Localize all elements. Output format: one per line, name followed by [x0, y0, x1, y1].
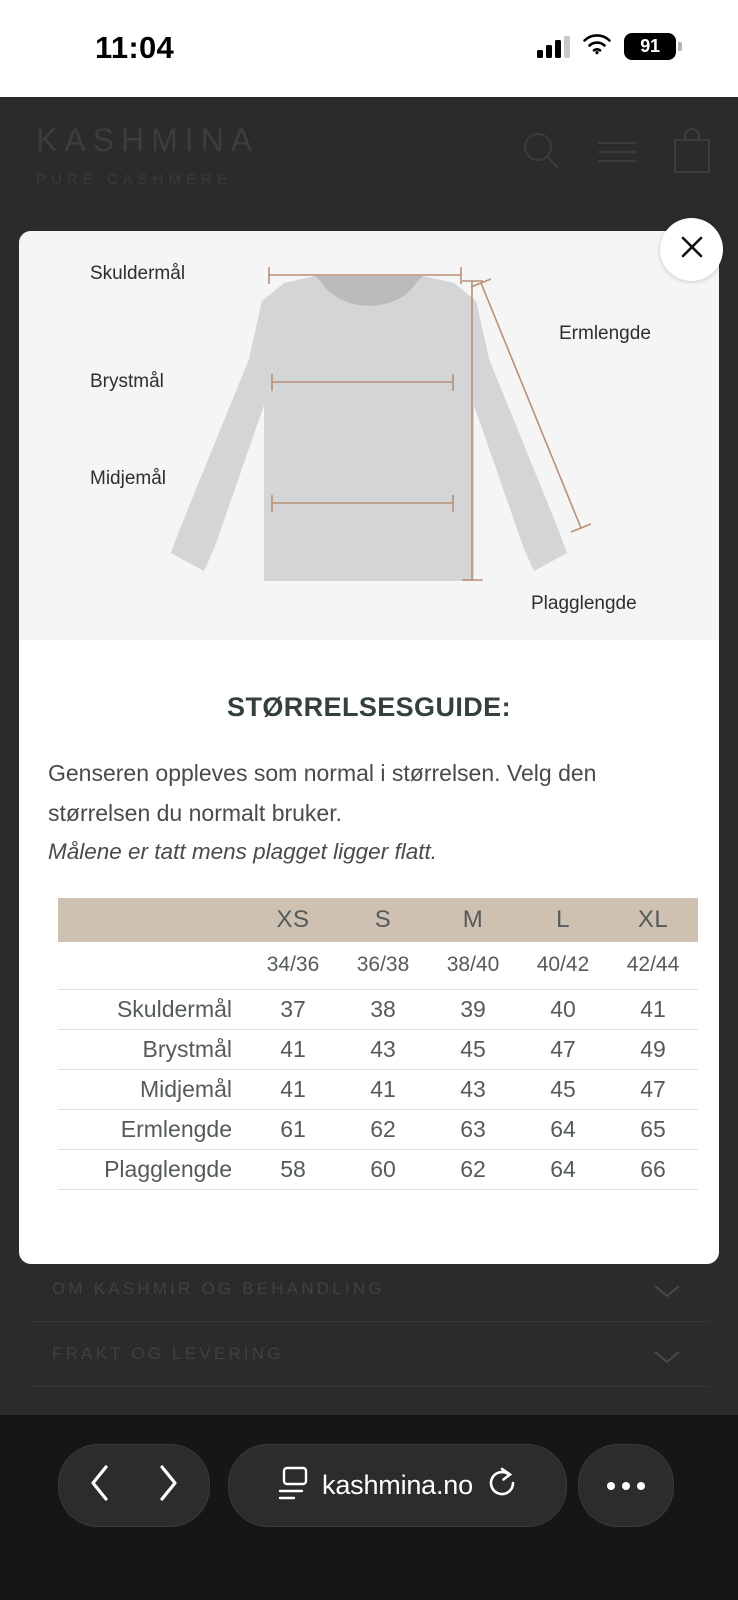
- size-header-xl: XL: [608, 898, 698, 942]
- row-label: Ermlengde: [58, 1109, 248, 1149]
- cell-value: 62: [338, 1109, 428, 1149]
- cell-value: 47: [518, 1029, 608, 1069]
- table-row: [58, 1069, 698, 1109]
- battery-percent: 91: [640, 36, 660, 56]
- table-row: [58, 1109, 698, 1149]
- table-row: [58, 1149, 698, 1189]
- eu-size-s: 36/38: [338, 942, 428, 989]
- cell-value: 62: [428, 1149, 518, 1189]
- cell-value: 41: [338, 1069, 428, 1109]
- label-waist: Midjemål: [90, 468, 167, 489]
- page-settings-icon[interactable]: [276, 1463, 310, 1508]
- size-header-m: M: [428, 898, 518, 942]
- size-table-header-row: [58, 898, 698, 942]
- reload-icon[interactable]: [487, 1466, 519, 1505]
- cell-value: 58: [248, 1149, 338, 1189]
- cell-value: 66: [608, 1149, 698, 1189]
- cell-value: 41: [248, 1069, 338, 1109]
- status-indicators: [537, 33, 676, 60]
- size-header-xs: XS: [248, 898, 338, 942]
- cell-value: 45: [428, 1029, 518, 1069]
- row-label: Brystmål: [58, 1029, 248, 1069]
- table-row: [58, 989, 698, 1029]
- search-icon[interactable]: [518, 128, 564, 174]
- table-row: [58, 1029, 698, 1069]
- cell-value: 40: [518, 989, 608, 1029]
- cell-value: 43: [338, 1029, 428, 1069]
- eu-size-l: 40/42: [518, 942, 608, 989]
- row-label: Skuldermål: [58, 989, 248, 1029]
- cell-value: 65: [608, 1109, 698, 1149]
- label-length: Plagglengde: [531, 593, 637, 614]
- cell-value: 41: [248, 1029, 338, 1069]
- eu-size-xs: 34/36: [248, 942, 338, 989]
- cell-value: 64: [518, 1149, 608, 1189]
- garment-diagram: [19, 231, 719, 640]
- status-time: 11:04: [95, 30, 175, 65]
- cell-value: 61: [248, 1109, 338, 1149]
- garment-shape: [171, 276, 567, 581]
- row-label: Midjemål: [58, 1069, 248, 1109]
- cellular-bars-icon: [537, 36, 570, 58]
- url-bar[interactable]: [228, 1444, 567, 1527]
- url-text: kashmina.no: [322, 1470, 473, 1500]
- size-header-s: S: [338, 898, 428, 942]
- chevron-right-icon[interactable]: [155, 1462, 181, 1509]
- label-sleeve: Ermlengde: [559, 323, 651, 344]
- accordion-item-frakt[interactable]: [28, 1321, 710, 1387]
- site-header: [0, 97, 738, 207]
- size-guide-body: [19, 692, 719, 1190]
- battery-icon: [624, 33, 676, 60]
- cell-value: 47: [608, 1069, 698, 1109]
- eu-size-m: 38/40: [428, 942, 518, 989]
- close-x-icon: [677, 232, 707, 267]
- cell-value: 60: [338, 1149, 428, 1189]
- eu-row-label: [58, 942, 248, 989]
- chevron-left-icon[interactable]: [87, 1462, 113, 1509]
- cell-value: 39: [428, 989, 518, 1029]
- cell-value: 63: [428, 1109, 518, 1149]
- brand-tagline: PURE CASHMERE: [36, 171, 232, 188]
- cell-value: 43: [428, 1069, 518, 1109]
- cell-value: 41: [608, 989, 698, 1029]
- size-table: [58, 898, 698, 1190]
- cell-value: 37: [248, 989, 338, 1029]
- ios-status-bar: [0, 0, 738, 97]
- size-guide-title: STØRRELSESGUIDE:: [227, 692, 511, 722]
- size-guide-modal: [19, 231, 719, 1264]
- hamburger-menu-icon[interactable]: [594, 128, 640, 174]
- header-icons: [518, 127, 714, 175]
- table-corner-cell: [58, 898, 248, 942]
- label-chest: Brystmål: [90, 371, 164, 392]
- size-guide-paragraph: Genseren oppleves som normal i størrelsen. Velg den størrelsen du normalt bruker.: [48, 760, 597, 826]
- cell-value: 38: [338, 989, 428, 1029]
- size-header-l: L: [518, 898, 608, 942]
- label-shoulder: Skuldermål: [90, 263, 186, 284]
- cell-value: 49: [608, 1029, 698, 1069]
- accordion-label: OM KASHMIR OG BEHANDLING: [52, 1278, 385, 1298]
- size-guide-note: Målene er tatt mens plagget ligger flatt.: [48, 839, 437, 864]
- accordion-label: FRAKT OG LEVERING: [52, 1344, 284, 1363]
- cell-value: 45: [518, 1069, 608, 1109]
- brand-name: KASHMINA: [36, 122, 260, 158]
- eu-size-xl: 42/44: [608, 942, 698, 989]
- garment-diagram-svg: [19, 231, 719, 640]
- product-accordion: [28, 1255, 710, 1387]
- brand-logo[interactable]: [36, 122, 259, 188]
- shopping-bag-icon[interactable]: [670, 127, 714, 175]
- navigation-pill: [58, 1444, 210, 1527]
- row-label: Plagglengde: [58, 1149, 248, 1189]
- chevron-down-icon: [652, 1282, 682, 1305]
- cell-value: 64: [518, 1109, 608, 1149]
- wifi-icon: [582, 33, 612, 60]
- more-menu-button[interactable]: [578, 1444, 674, 1527]
- more-dots-icon: [607, 1482, 645, 1490]
- close-modal-button[interactable]: [660, 218, 723, 281]
- accordion-item-kashmir[interactable]: [28, 1255, 710, 1321]
- eu-size-row: [58, 942, 698, 989]
- safari-toolbar: [0, 1415, 738, 1600]
- chevron-down-icon: [652, 1348, 682, 1371]
